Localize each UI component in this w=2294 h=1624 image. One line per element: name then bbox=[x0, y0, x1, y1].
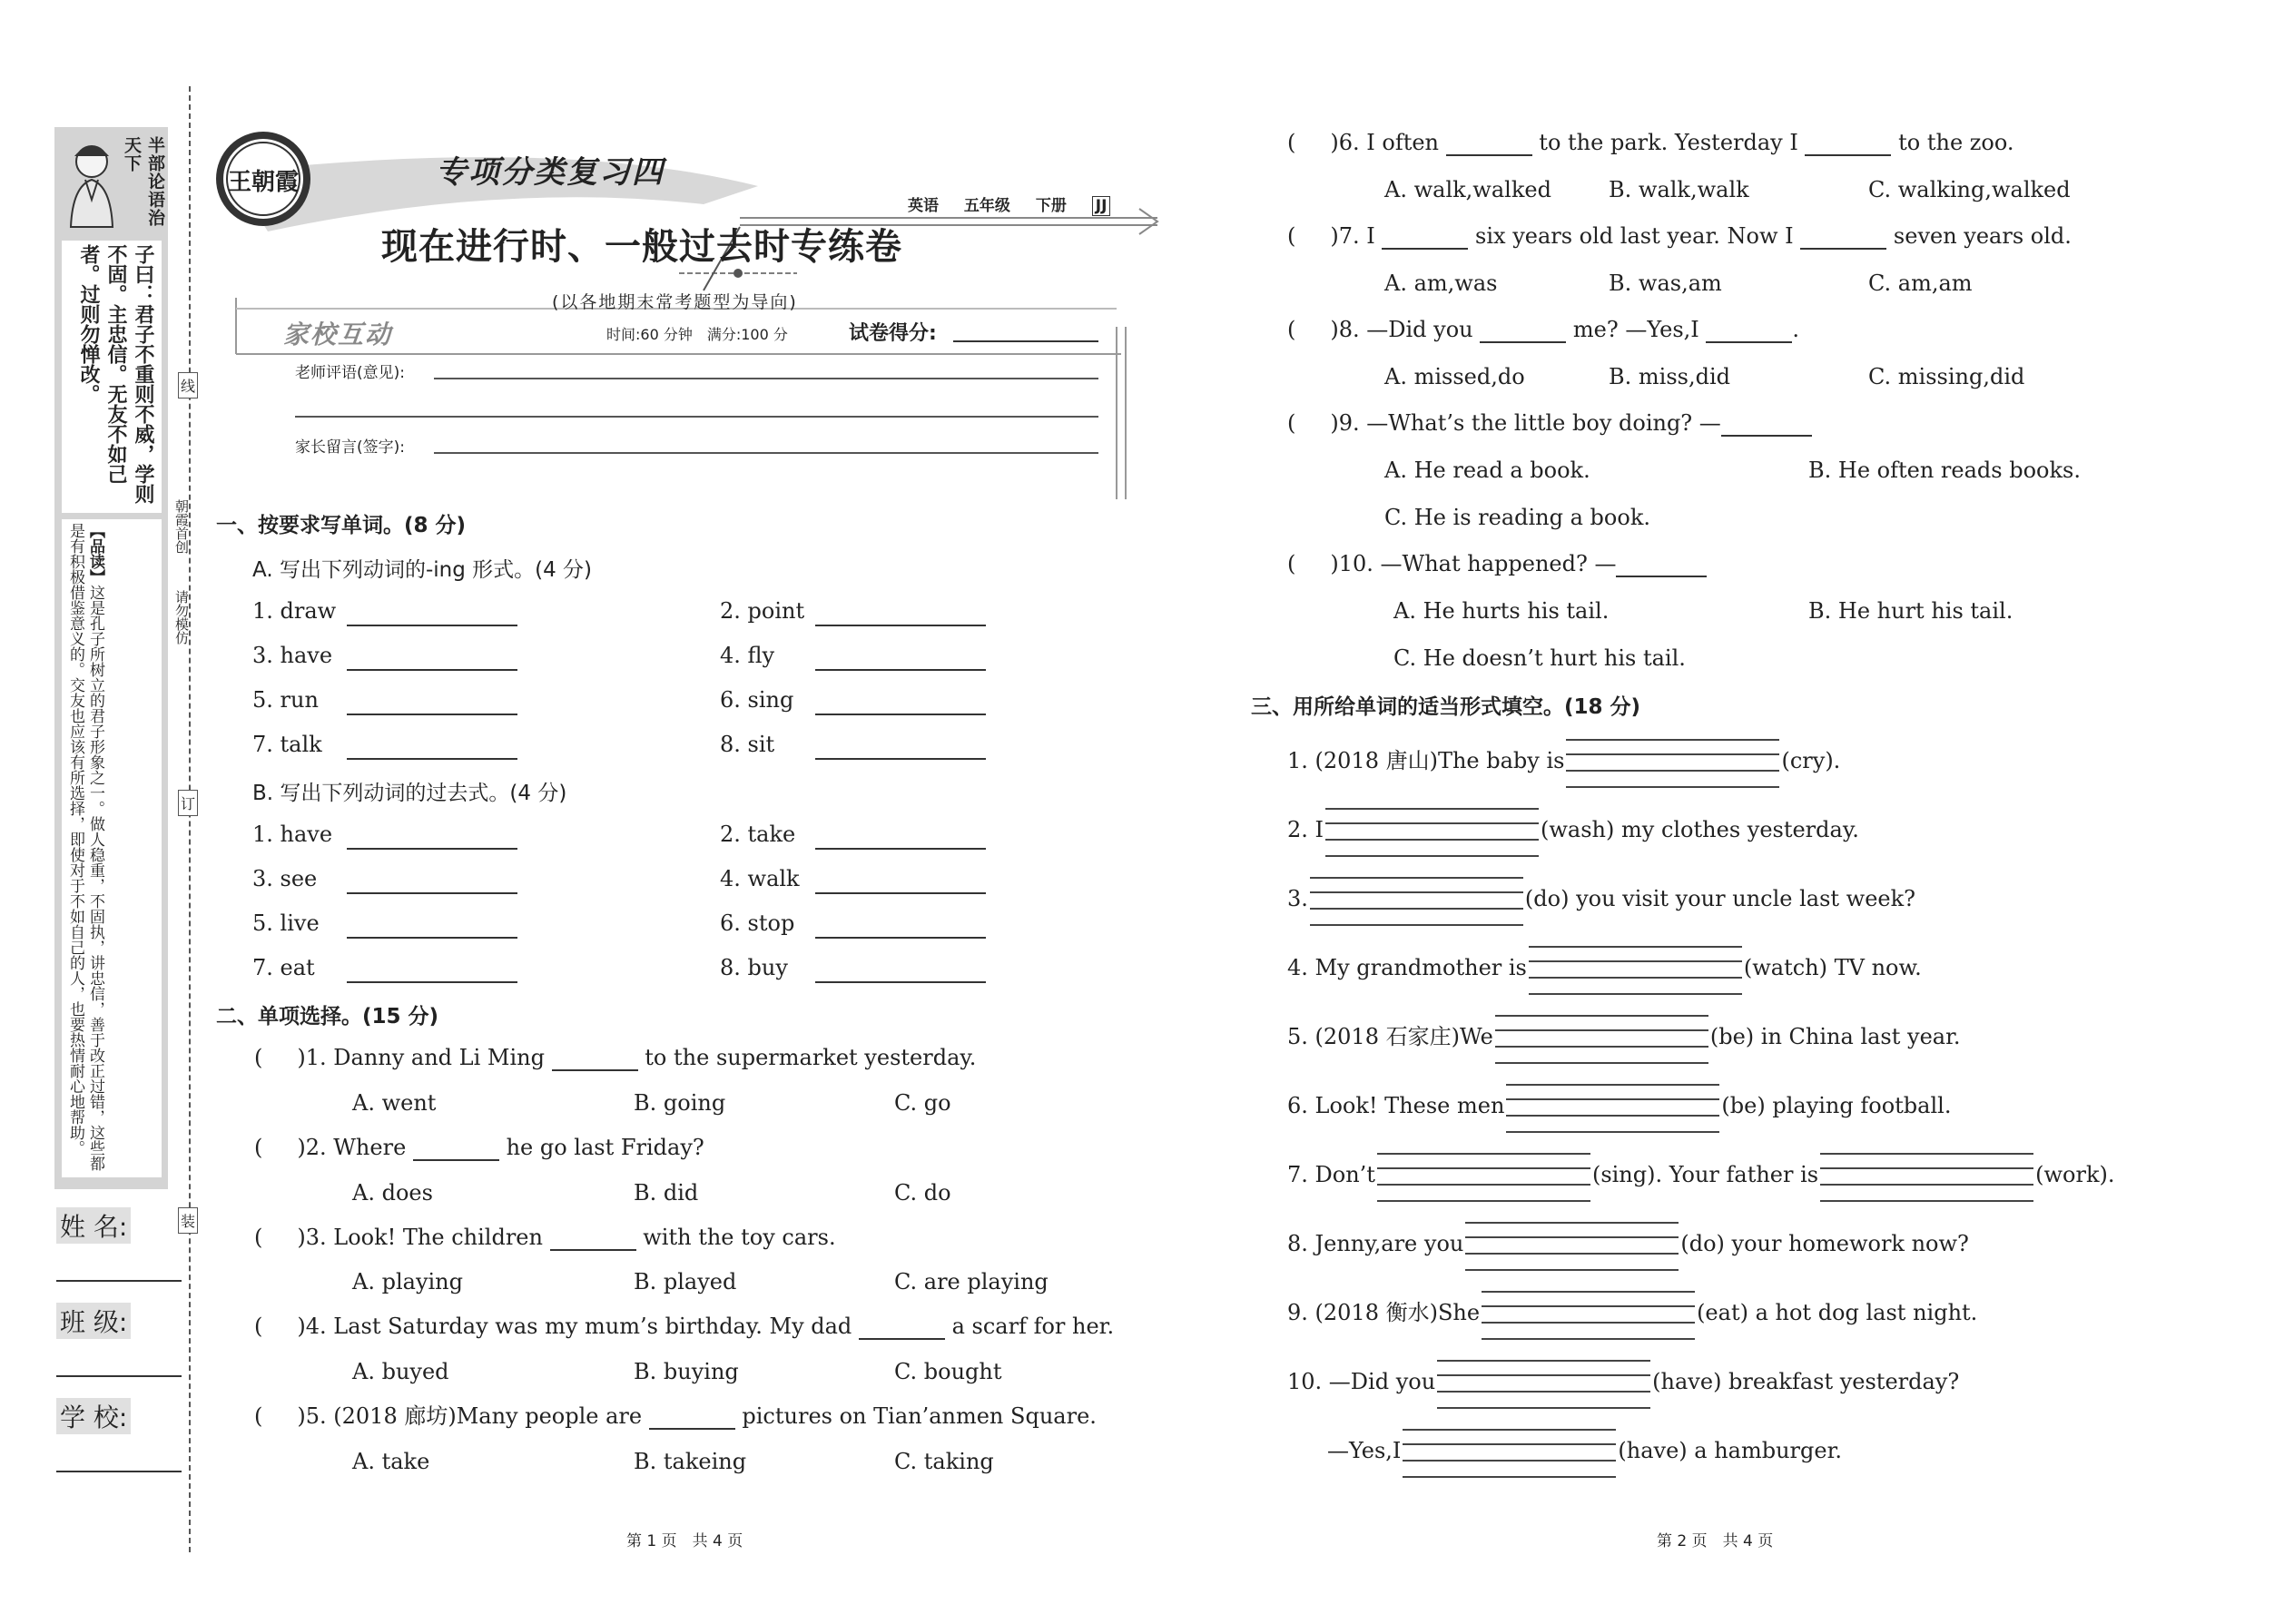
fill-blank-7b[interactable] bbox=[1820, 1150, 2033, 1203]
fill-blank-6[interactable] bbox=[1506, 1081, 1719, 1134]
partB-item-1: 1. have bbox=[252, 822, 333, 847]
logo-text: 王朝霞 bbox=[227, 169, 299, 196]
mc-option-8a[interactable]: A. missed,do bbox=[1384, 364, 1525, 389]
mc-option-5a[interactable]: A. take bbox=[352, 1449, 430, 1474]
mc-option-6a[interactable]: A. walk,walked bbox=[1384, 177, 1551, 202]
partB-blank-4[interactable] bbox=[815, 867, 986, 894]
school-field[interactable] bbox=[56, 1398, 182, 1480]
mc-question-7: ( )7. I six years old last year. Now I seven years old. bbox=[1287, 223, 2072, 249]
partB-item-2: 2. take bbox=[720, 822, 796, 847]
fill-item-7: 7. Don’t (sing). Your father is (work). bbox=[1287, 1147, 2114, 1203]
fill-blank-10a[interactable] bbox=[1437, 1357, 1650, 1410]
mc-option-4c[interactable]: C. bought bbox=[894, 1359, 1002, 1384]
school-line[interactable] bbox=[56, 1471, 182, 1472]
mc-answer-blank-9[interactable] bbox=[1721, 413, 1812, 437]
page-number-1: 第 1 页 共 4 页 bbox=[626, 1532, 743, 1550]
meta-subject: 英语 bbox=[908, 197, 939, 215]
cut-line bbox=[189, 86, 191, 1552]
mc-option-9b[interactable]: B. He often reads books. bbox=[1808, 458, 2081, 483]
fill-blank-5[interactable] bbox=[1495, 1012, 1708, 1065]
teacher-comment-line-2[interactable] bbox=[295, 416, 1098, 418]
partB-blank-7[interactable] bbox=[347, 956, 517, 983]
partB-blank-6[interactable] bbox=[815, 911, 986, 939]
cut-mark-ding: 订 bbox=[178, 790, 198, 816]
mc-option-10b[interactable]: B. He hurt his tail. bbox=[1808, 598, 2013, 624]
fill-item-2: 2. I (wash) my clothes yesterday. bbox=[1287, 802, 1859, 858]
partB-item-7: 7. eat bbox=[252, 955, 315, 980]
fill-item-9: 9. (2018 衡水)She (eat) a hot dog last night. bbox=[1287, 1285, 1977, 1341]
mc-option-1b[interactable]: B. going bbox=[634, 1090, 726, 1116]
sidebar bbox=[54, 127, 168, 1189]
mc-option-3a[interactable]: A. playing bbox=[352, 1269, 463, 1294]
teacher-comment-line-1[interactable] bbox=[434, 378, 1098, 379]
motto-title: 半部论语治天下 bbox=[122, 136, 165, 227]
fill-item-4: 4. My grandmother is (watch) TV now. bbox=[1287, 940, 1922, 996]
partB-blank-5[interactable] bbox=[347, 911, 517, 939]
mc-option-7c[interactable]: C. am,am bbox=[1868, 271, 1973, 296]
class-field[interactable] bbox=[56, 1303, 182, 1384]
partB-item-5: 5. live bbox=[252, 910, 320, 936]
mc-option-10c[interactable]: C. He doesn’t hurt his tail. bbox=[1393, 645, 1686, 671]
meta-tags bbox=[908, 192, 1110, 215]
mc-option-8c[interactable]: C. missing,did bbox=[1868, 364, 2025, 389]
partB-blank-1[interactable] bbox=[347, 822, 517, 850]
fill-item-8: 8. Jenny,are you (do) your homework now? bbox=[1287, 1216, 1969, 1272]
school-label: 学 校: bbox=[56, 1398, 131, 1434]
mc-question-8: ( )8. —Did you me? —Yes,I . bbox=[1287, 317, 1800, 342]
partA-blank-3[interactable] bbox=[347, 644, 517, 671]
mc-option-3b[interactable]: B. played bbox=[634, 1269, 737, 1294]
mc-option-2c[interactable]: C. do bbox=[894, 1180, 951, 1206]
class-label: 班 级: bbox=[56, 1303, 131, 1339]
mc-option-1c[interactable]: C. go bbox=[894, 1090, 951, 1116]
meta-volume: 下册 bbox=[1035, 197, 1067, 215]
fill-item-3: 3. (do) you visit your uncle last week? bbox=[1287, 871, 1915, 927]
partB-item-3: 3. see bbox=[252, 866, 318, 891]
meta-grade: 五年级 bbox=[963, 197, 1010, 215]
mc-question-6: ( )6. I often to the park. Yesterday I to the zoo. bbox=[1287, 130, 2014, 155]
main-title: 现在进行时、一般过去时专练卷 bbox=[381, 226, 902, 268]
fill-blank-8[interactable] bbox=[1465, 1219, 1679, 1272]
teacher-comment-label: 老师评语(意见): bbox=[295, 364, 405, 382]
section1-partA-title: A. 写出下列动词的-ing 形式。(4 分) bbox=[252, 558, 593, 582]
subtitle: (以各地期末常考题型为导向) bbox=[552, 292, 798, 312]
section1-partB-title: B. 写出下列动词的过去式。(4 分) bbox=[252, 782, 567, 805]
reading-box bbox=[62, 519, 162, 1177]
partA-blank-1[interactable] bbox=[347, 599, 517, 626]
partA-item-5: 5. run bbox=[252, 687, 319, 713]
fill-blank-4[interactable] bbox=[1529, 943, 1742, 996]
copyright-note-1: 朝霞首创 bbox=[173, 499, 190, 554]
mc-question-2: ( )2. Where he go last Friday? bbox=[254, 1135, 704, 1160]
partA-item-7: 7. talk bbox=[252, 732, 322, 757]
mc-question-3: ( )3. Look! The children with the toy cars. bbox=[254, 1225, 836, 1250]
mc-question-1: ( )1. Danny and Li Ming to the supermarket yesterday. bbox=[254, 1045, 977, 1070]
cut-mark-xian: 线 bbox=[178, 372, 198, 399]
fill-blank-1[interactable] bbox=[1566, 736, 1779, 789]
reading-text: 这是孔子所树立的君子形象之一。做人稳重，不固执，讲忠信，善于改正过错，这些都是有积极借鉴意义的。交友也应该有所选择，即使对于不如自己的人，也要热情耐心地帮助。 bbox=[66, 523, 104, 1171]
mc-option-10a[interactable]: A. He hurts his tail. bbox=[1393, 598, 1610, 624]
confucius-quote: 子曰：君子不重则不威，学则不固。主忠信。无友不如己者。过则勿惮改。 bbox=[62, 241, 162, 513]
mc-question-10: ( )10. —What happened? — bbox=[1287, 550, 1707, 577]
mc-option-5c[interactable]: C. taking bbox=[894, 1449, 994, 1474]
sage-illustration bbox=[62, 136, 122, 231]
fill-item-10: 10. —Did you (have) breakfast yesterday? bbox=[1287, 1354, 1959, 1410]
mc-question-5: ( )5. (2018 廊坊)Many people are pictures on Tian’anmen Square. bbox=[254, 1403, 1097, 1429]
fill-item-6: 6. Look! These men (be) playing football. bbox=[1287, 1078, 1951, 1134]
mc-answer-blank-6a[interactable] bbox=[1446, 133, 1532, 156]
mc-answer-blank-10[interactable] bbox=[1616, 554, 1707, 577]
mc-option-6c[interactable]: C. walking,walked bbox=[1868, 177, 2071, 202]
fill-blank-3[interactable] bbox=[1310, 874, 1523, 927]
mc-answer-blank-4[interactable] bbox=[859, 1316, 945, 1340]
partA-item-2: 2. point bbox=[720, 598, 805, 624]
mc-option-4a[interactable]: A. buyed bbox=[352, 1359, 449, 1384]
score-line[interactable] bbox=[953, 340, 1098, 342]
fill-blank-9[interactable] bbox=[1482, 1288, 1695, 1341]
title-ornament bbox=[679, 266, 797, 281]
name-line[interactable] bbox=[56, 1280, 182, 1282]
mc-option-4b[interactable]: B. buying bbox=[634, 1359, 739, 1384]
parent-note-line[interactable] bbox=[434, 452, 1098, 454]
fill-item-5: 5. (2018 石家庄)We (be) in China last year. bbox=[1287, 1009, 1961, 1065]
partB-blank-3[interactable] bbox=[347, 867, 517, 894]
mc-answer-blank-2[interactable] bbox=[413, 1137, 499, 1161]
partA-item-3: 3. have bbox=[252, 643, 333, 668]
cut-mark-zhuang: 装 bbox=[178, 1207, 198, 1234]
partA-item-1: 1. draw bbox=[252, 598, 337, 624]
mc-option-6b[interactable]: B. walk,walk bbox=[1609, 177, 1749, 202]
mc-answer-blank-8b[interactable] bbox=[1706, 320, 1792, 343]
partA-item-8: 8. sit bbox=[720, 732, 775, 757]
partA-blank-4[interactable] bbox=[815, 644, 986, 671]
fill-blank-10b[interactable] bbox=[1403, 1426, 1616, 1479]
mc-answer-blank-8a[interactable] bbox=[1480, 320, 1566, 343]
mc-question-4: ( )4. Last Saturday was my mum’s birthday. My dad a scarf for her. bbox=[254, 1314, 1115, 1339]
mc-answer-blank-1[interactable] bbox=[552, 1048, 638, 1071]
section2-title: 二、单项选择。(15 分) bbox=[216, 1005, 439, 1029]
partA-item-4: 4. fly bbox=[720, 643, 775, 668]
mc-option-2a[interactable]: A. does bbox=[352, 1180, 433, 1206]
mc-option-1a[interactable]: A. went bbox=[352, 1090, 437, 1116]
publisher-logo bbox=[213, 129, 313, 229]
mc-option-9a[interactable]: A. He read a book. bbox=[1384, 458, 1590, 483]
series-title: 专项分类复习四 bbox=[436, 154, 665, 191]
mc-option-9c[interactable]: C. He is reading a book. bbox=[1384, 505, 1650, 530]
fill-item-1: 1. (2018 唐山)The baby is (cry). bbox=[1287, 733, 1840, 789]
mc-option-7a[interactable]: A. am,was bbox=[1384, 271, 1498, 296]
class-line[interactable] bbox=[56, 1375, 182, 1377]
mc-option-5b[interactable]: B. takeing bbox=[634, 1449, 747, 1474]
partB-item-4: 4. walk bbox=[720, 866, 800, 891]
mc-option-7b[interactable]: B. was,am bbox=[1609, 271, 1722, 296]
mc-answer-blank-3[interactable] bbox=[550, 1227, 636, 1251]
section1-title: 一、按要求写单词。(8 分) bbox=[216, 514, 467, 537]
name-field[interactable] bbox=[56, 1207, 182, 1289]
partB-blank-8[interactable] bbox=[815, 956, 986, 983]
parent-note-label: 家长留言(签字): bbox=[295, 438, 405, 457]
partA-blank-2[interactable] bbox=[815, 599, 986, 626]
mc-answer-blank-7a[interactable] bbox=[1382, 226, 1468, 250]
section3-title: 三、用所给单词的适当形式填空。(18 分) bbox=[1251, 695, 1641, 719]
fill-blank-2[interactable] bbox=[1325, 805, 1539, 858]
name-label: 姓 名: bbox=[56, 1207, 131, 1244]
partB-item-8: 8. buy bbox=[720, 955, 788, 980]
reading-label: 【品读】 bbox=[86, 523, 104, 585]
partA-blank-5[interactable] bbox=[347, 688, 517, 715]
partA-blank-7[interactable] bbox=[347, 733, 517, 760]
mc-option-8b[interactable]: B. miss,did bbox=[1609, 364, 1730, 389]
interaction-label: 家校互动 bbox=[283, 320, 393, 349]
mc-question-9: ( )9. —What’s the little boy doing? — bbox=[1287, 409, 1812, 437]
copyright-note-2: 请勿模仿 bbox=[173, 590, 190, 645]
fill-blank-7a[interactable] bbox=[1377, 1150, 1590, 1203]
time-info: 时间:60 分钟 满分:100 分 bbox=[606, 326, 788, 343]
fill-item-10-reply: —Yes,I (have) a hamburger. bbox=[1327, 1423, 1842, 1479]
page-number-2: 第 2 页 共 4 页 bbox=[1657, 1532, 1774, 1550]
mc-answer-blank-5[interactable] bbox=[649, 1406, 735, 1430]
partA-blank-6[interactable] bbox=[815, 688, 986, 715]
mc-option-3c[interactable]: C. are playing bbox=[894, 1269, 1049, 1294]
partB-item-6: 6. stop bbox=[720, 910, 795, 936]
partA-item-6: 6. sing bbox=[720, 687, 794, 713]
mc-answer-blank-6b[interactable] bbox=[1805, 133, 1891, 156]
mc-option-2b[interactable]: B. did bbox=[634, 1180, 699, 1206]
meta-edition: JJ bbox=[1092, 196, 1111, 216]
score-label: 试卷得分: bbox=[849, 322, 937, 345]
partB-blank-2[interactable] bbox=[815, 822, 986, 850]
partA-blank-8[interactable] bbox=[815, 733, 986, 760]
mc-answer-blank-7b[interactable] bbox=[1800, 226, 1886, 250]
